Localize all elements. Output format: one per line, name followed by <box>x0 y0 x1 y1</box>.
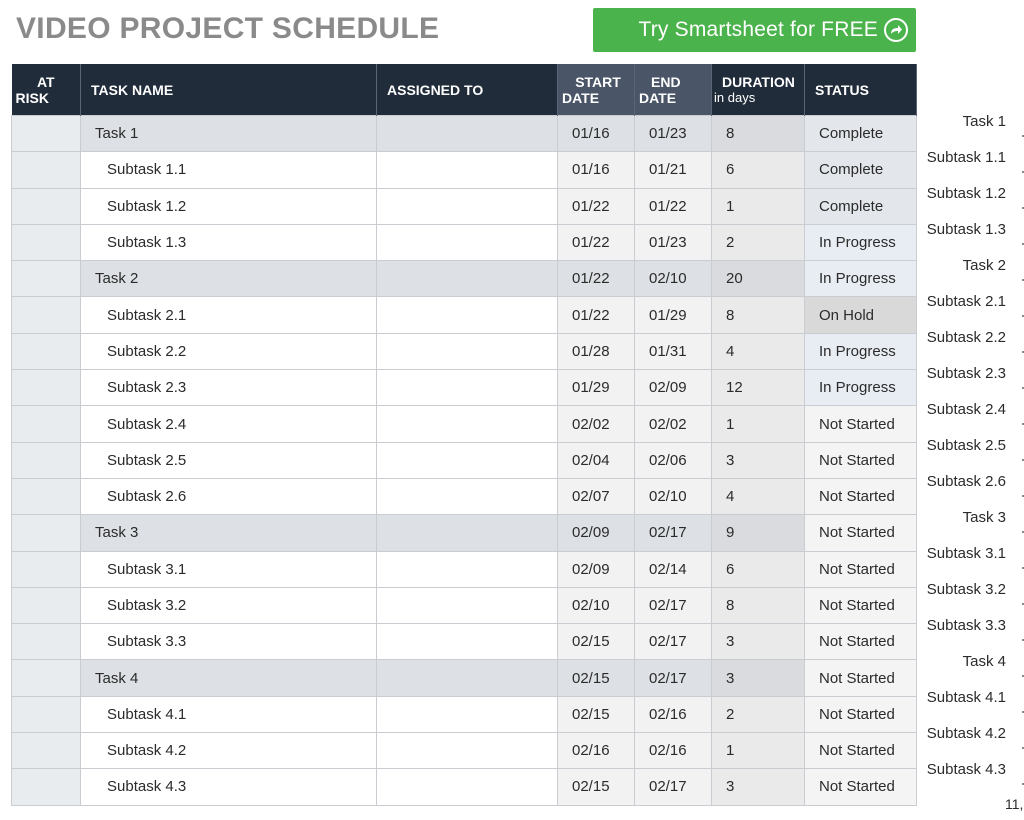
task-name-cell[interactable]: Subtask 2.1 <box>81 297 377 333</box>
end-date-cell[interactable]: 01/23 <box>635 116 712 152</box>
at-risk-cell[interactable] <box>12 769 81 805</box>
duration-cell[interactable]: 3 <box>712 660 805 696</box>
at-risk-cell[interactable] <box>12 188 81 224</box>
task-name-cell[interactable]: Subtask 2.2 <box>81 333 377 369</box>
task-row[interactable] <box>12 660 917 696</box>
end-date-cell[interactable]: 02/02 <box>635 406 712 442</box>
end-date-cell[interactable]: 01/23 <box>635 224 712 260</box>
duration-cell[interactable]: 1 <box>712 188 805 224</box>
task-name-cell[interactable]: Subtask 2.5 <box>81 442 377 478</box>
assigned-to-cell[interactable] <box>377 587 558 623</box>
end-date-cell[interactable]: 02/17 <box>635 515 712 551</box>
start-date-cell[interactable]: 02/10 <box>558 587 635 623</box>
end-date-cell[interactable]: 02/17 <box>635 587 712 623</box>
start-date-cell[interactable]: 01/16 <box>558 152 635 188</box>
at-risk-cell[interactable] <box>12 478 81 514</box>
duration-cell[interactable]: 4 <box>712 478 805 514</box>
start-date-cell[interactable]: 01/28 <box>558 333 635 369</box>
assigned-to-cell[interactable] <box>377 370 558 406</box>
status-cell[interactable]: Complete <box>805 152 917 188</box>
at-risk-cell[interactable] <box>12 442 81 478</box>
task-name-cell[interactable]: Task 1 <box>81 116 377 152</box>
duration-cell[interactable]: 9 <box>712 515 805 551</box>
at-risk-cell[interactable] <box>12 116 81 152</box>
status-cell[interactable]: Not Started <box>805 515 917 551</box>
side-task-label: Subtask 3.3 <box>918 608 1024 644</box>
start-date-cell[interactable]: 01/29 <box>558 370 635 406</box>
status-cell[interactable]: Not Started <box>805 769 917 805</box>
side-task-label: Subtask 3.2 <box>918 572 1024 608</box>
at-risk-cell[interactable] <box>12 152 81 188</box>
status-cell[interactable]: In Progress <box>805 370 917 406</box>
column-header-start-date[interactable]: START DATE <box>558 64 635 116</box>
assigned-to-cell[interactable] <box>377 152 558 188</box>
end-date-cell[interactable]: 02/10 <box>635 261 712 297</box>
end-date-cell[interactable]: 02/16 <box>635 733 712 769</box>
at-risk-cell[interactable] <box>12 297 81 333</box>
subtask-row[interactable] <box>12 224 917 260</box>
end-date-cell[interactable]: 02/10 <box>635 478 712 514</box>
task-name-cell[interactable]: Subtask 1.3 <box>81 224 377 260</box>
status-cell[interactable]: In Progress <box>805 261 917 297</box>
side-task-label: Task 4 <box>918 644 1024 680</box>
start-date-cell[interactable]: 02/04 <box>558 442 635 478</box>
side-task-label: Subtask 1.1 <box>918 140 1024 176</box>
assigned-to-cell[interactable] <box>377 297 558 333</box>
side-task-label: Subtask 2.2 <box>918 320 1024 356</box>
start-date-cell[interactable]: 01/16 <box>558 116 635 152</box>
assigned-to-cell[interactable] <box>377 624 558 660</box>
subtask-row[interactable] <box>12 188 917 224</box>
table-header-row <box>12 64 917 116</box>
column-header-end-date[interactable]: END DATE <box>635 64 712 116</box>
at-risk-cell[interactable] <box>12 660 81 696</box>
duration-cell[interactable]: 8 <box>712 587 805 623</box>
duration-cell[interactable]: 6 <box>712 152 805 188</box>
subtask-row[interactable] <box>12 551 917 587</box>
arrow-circle-icon <box>884 18 908 42</box>
subtask-row[interactable] <box>12 442 917 478</box>
end-date-cell[interactable]: 02/06 <box>635 442 712 478</box>
task-name-cell[interactable]: Subtask 4.2 <box>81 733 377 769</box>
assigned-to-cell[interactable] <box>377 224 558 260</box>
task-row[interactable] <box>12 116 917 152</box>
end-date-cell[interactable]: 02/17 <box>635 769 712 805</box>
try-smartsheet-button[interactable] <box>593 8 916 52</box>
subtask-row[interactable] <box>12 333 917 369</box>
duration-cell[interactable]: 6 <box>712 551 805 587</box>
at-risk-cell[interactable] <box>12 406 81 442</box>
assigned-to-cell[interactable] <box>377 333 558 369</box>
end-date-cell[interactable]: 02/17 <box>635 660 712 696</box>
status-cell[interactable]: Not Started <box>805 733 917 769</box>
task-name-cell[interactable]: Subtask 1.2 <box>81 188 377 224</box>
corner-text: 11, <box>1005 796 1024 812</box>
side-task-label: Task 2 <box>918 248 1024 284</box>
start-date-cell[interactable]: 02/07 <box>558 478 635 514</box>
status-cell[interactable]: Complete <box>805 188 917 224</box>
at-risk-cell[interactable] <box>12 515 81 551</box>
start-date-cell[interactable]: 02/16 <box>558 733 635 769</box>
task-name-cell[interactable]: Subtask 2.3 <box>81 370 377 406</box>
start-date-cell[interactable]: 01/22 <box>558 297 635 333</box>
duration-cell[interactable]: 3 <box>712 769 805 805</box>
at-risk-cell[interactable] <box>12 696 81 732</box>
column-header-assigned-to[interactable]: ASSIGNED TO <box>377 64 558 116</box>
task-name-cell[interactable]: Subtask 3.3 <box>81 624 377 660</box>
task-name-cell[interactable]: Task 3 <box>81 515 377 551</box>
start-date-cell[interactable]: 01/22 <box>558 188 635 224</box>
status-cell[interactable]: Not Started <box>805 551 917 587</box>
assigned-to-cell[interactable] <box>377 696 558 732</box>
end-date-cell[interactable]: 02/09 <box>635 370 712 406</box>
side-task-label: Subtask 4.1 <box>918 680 1024 716</box>
at-risk-cell[interactable] <box>12 551 81 587</box>
duration-cell[interactable]: 1 <box>712 733 805 769</box>
start-date-cell[interactable]: 01/22 <box>558 261 635 297</box>
end-date-cell[interactable]: 01/31 <box>635 333 712 369</box>
at-risk-cell[interactable] <box>12 261 81 297</box>
task-name-cell[interactable]: Subtask 4.3 <box>81 769 377 805</box>
end-date-cell[interactable]: 02/16 <box>635 696 712 732</box>
assigned-to-cell[interactable] <box>377 478 558 514</box>
subtask-row[interactable] <box>12 696 917 732</box>
assigned-to-cell[interactable] <box>377 406 558 442</box>
side-task-label: Subtask 2.6 <box>918 464 1024 500</box>
end-date-cell[interactable]: 02/14 <box>635 551 712 587</box>
subtask-row[interactable] <box>12 152 917 188</box>
at-risk-cell[interactable] <box>12 224 81 260</box>
subtask-row[interactable] <box>12 406 917 442</box>
task-name-cell[interactable]: Task 4 <box>81 660 377 696</box>
assigned-to-cell[interactable] <box>377 515 558 551</box>
assigned-to-cell[interactable] <box>377 769 558 805</box>
page-title: VIDEO PROJECT SCHEDULE <box>16 12 440 45</box>
status-cell[interactable]: Not Started <box>805 442 917 478</box>
assigned-to-cell[interactable] <box>377 261 558 297</box>
subtask-row[interactable] <box>12 733 917 769</box>
side-task-label: Subtask 4.2 <box>918 716 1024 752</box>
duration-cell[interactable]: 1 <box>712 406 805 442</box>
column-header-duration[interactable]: DURATION in days <box>712 64 805 116</box>
at-risk-cell[interactable] <box>12 333 81 369</box>
subtask-row[interactable] <box>12 478 917 514</box>
column-header-task-name[interactable]: TASK NAME <box>81 64 377 116</box>
start-date-cell[interactable]: 02/09 <box>558 551 635 587</box>
status-cell[interactable]: In Progress <box>805 333 917 369</box>
start-date-cell[interactable]: 02/15 <box>558 769 635 805</box>
duration-cell[interactable]: 8 <box>712 116 805 152</box>
status-cell[interactable]: Complete <box>805 116 917 152</box>
status-cell[interactable]: Not Started <box>805 587 917 623</box>
task-name-cell[interactable]: Subtask 2.4 <box>81 406 377 442</box>
end-date-cell[interactable]: 01/21 <box>635 152 712 188</box>
duration-cell[interactable]: 2 <box>712 696 805 732</box>
task-name-cell[interactable]: Subtask 3.2 <box>81 587 377 623</box>
column-header-at-risk[interactable]: AT RISK <box>12 64 81 116</box>
side-task-label: Subtask 2.4 <box>918 392 1024 428</box>
subtask-row[interactable] <box>12 370 917 406</box>
status-cell[interactable]: Not Started <box>805 696 917 732</box>
assigned-to-cell[interactable] <box>377 733 558 769</box>
status-cell[interactable]: In Progress <box>805 224 917 260</box>
at-risk-cell[interactable] <box>12 624 81 660</box>
at-risk-cell[interactable] <box>12 587 81 623</box>
duration-cell[interactable]: 20 <box>712 261 805 297</box>
end-date-cell[interactable]: 01/22 <box>635 188 712 224</box>
status-cell[interactable]: Not Started <box>805 478 917 514</box>
start-date-cell[interactable]: 02/09 <box>558 515 635 551</box>
duration-cell[interactable]: 2 <box>712 224 805 260</box>
subtask-row[interactable] <box>12 587 917 623</box>
task-name-cell[interactable]: Subtask 3.1 <box>81 551 377 587</box>
assigned-to-cell[interactable] <box>377 188 558 224</box>
end-date-cell[interactable]: 01/29 <box>635 297 712 333</box>
side-task-label: Subtask 1.2 <box>918 176 1024 212</box>
at-risk-cell[interactable] <box>12 733 81 769</box>
status-cell[interactable]: Not Started <box>805 624 917 660</box>
side-task-label: Task 3 <box>918 500 1024 536</box>
duration-cell[interactable]: 4 <box>712 333 805 369</box>
task-name-cell[interactable]: Subtask 1.1 <box>81 152 377 188</box>
assigned-to-cell[interactable] <box>377 660 558 696</box>
subtask-row[interactable] <box>12 624 917 660</box>
schedule-table <box>11 64 917 806</box>
task-row[interactable] <box>12 261 917 297</box>
side-task-label: Subtask 2.1 <box>918 284 1024 320</box>
assigned-to-cell[interactable] <box>377 116 558 152</box>
start-date-cell[interactable]: 02/15 <box>558 624 635 660</box>
side-task-label: Task 1 <box>918 104 1024 140</box>
task-name-cell[interactable]: Subtask 4.1 <box>81 696 377 732</box>
side-task-list <box>918 104 1024 788</box>
try-smartsheet-label: Try Smartsheet for FREE <box>638 18 878 41</box>
status-cell[interactable]: Not Started <box>805 406 917 442</box>
start-date-cell[interactable]: 02/15 <box>558 660 635 696</box>
side-task-label: Subtask 4.3 <box>918 752 1024 788</box>
subtask-row[interactable] <box>12 769 917 805</box>
side-task-label: Subtask 3.1 <box>918 536 1024 572</box>
task-row[interactable] <box>12 515 917 551</box>
assigned-to-cell[interactable] <box>377 442 558 478</box>
duration-cell[interactable]: 8 <box>712 297 805 333</box>
start-date-cell[interactable]: 02/02 <box>558 406 635 442</box>
end-date-cell[interactable]: 02/17 <box>635 624 712 660</box>
duration-cell[interactable]: 12 <box>712 370 805 406</box>
assigned-to-cell[interactable] <box>377 551 558 587</box>
at-risk-cell[interactable] <box>12 370 81 406</box>
status-cell[interactable]: On Hold <box>805 297 917 333</box>
duration-cell[interactable]: 3 <box>712 442 805 478</box>
column-header-status[interactable]: STATUS <box>805 64 917 116</box>
side-task-label: Subtask 2.3 <box>918 356 1024 392</box>
task-name-cell[interactable]: Subtask 2.6 <box>81 478 377 514</box>
start-date-cell[interactable]: 02/15 <box>558 696 635 732</box>
duration-cell[interactable]: 3 <box>712 624 805 660</box>
side-task-label: Subtask 2.5 <box>918 428 1024 464</box>
task-name-cell[interactable]: Task 2 <box>81 261 377 297</box>
side-task-label: Subtask 1.3 <box>918 212 1024 248</box>
status-cell[interactable]: Not Started <box>805 660 917 696</box>
subtask-row[interactable] <box>12 297 917 333</box>
start-date-cell[interactable]: 01/22 <box>558 224 635 260</box>
